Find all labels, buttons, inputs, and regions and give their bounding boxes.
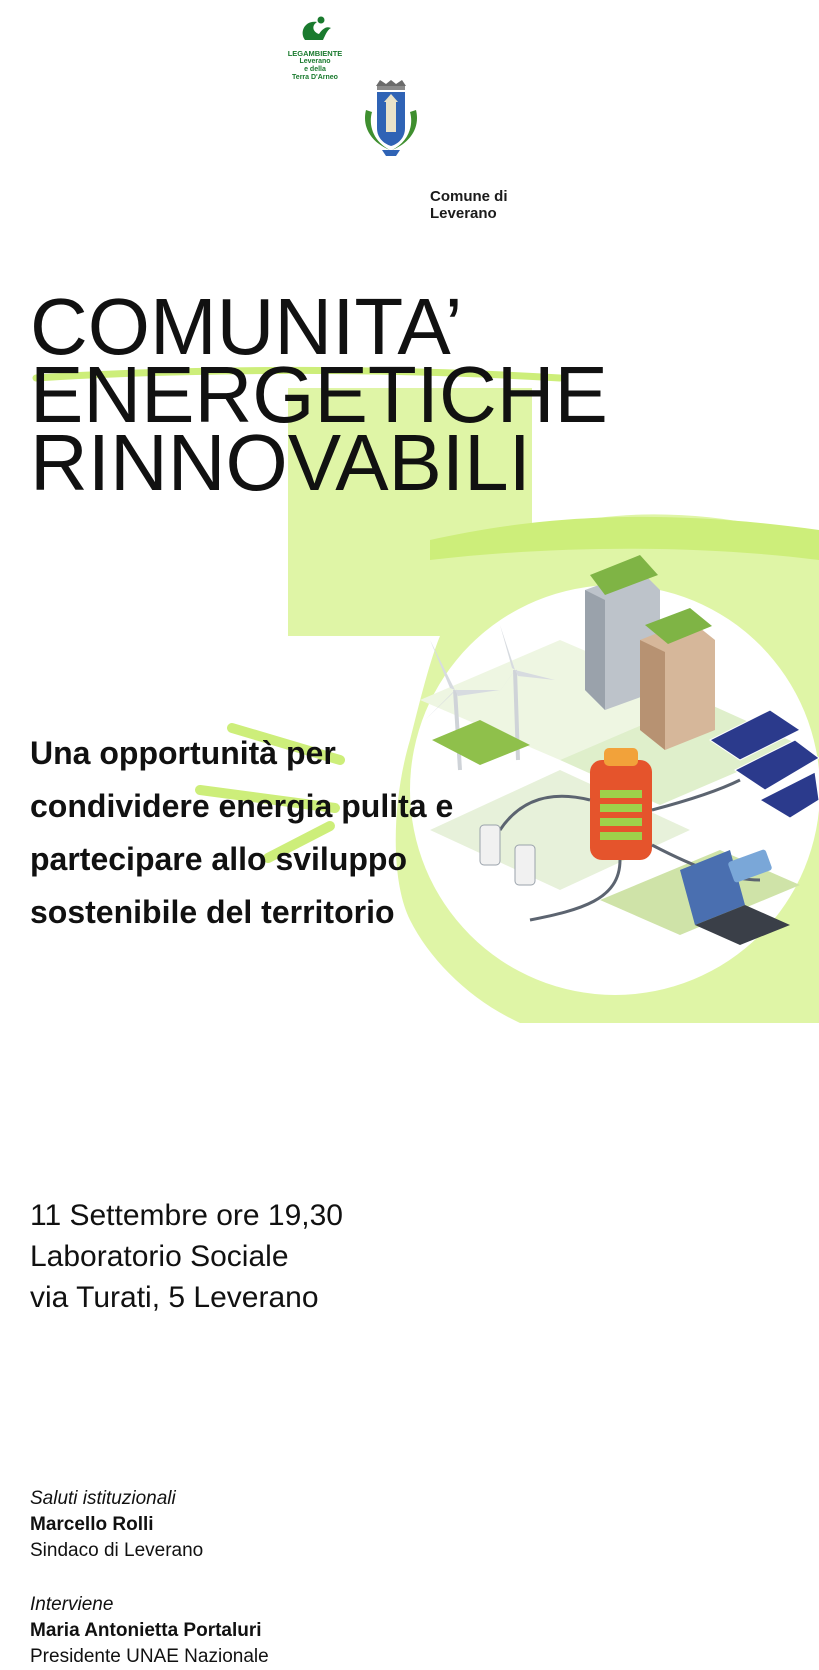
title-line-1: COMUNITA’ [30, 282, 463, 371]
page-title [30, 282, 819, 507]
speaker-title: Sindaco di Leverano [30, 1540, 204, 1561]
legambiente-branch-line2: e della [304, 66, 326, 73]
speaker-spacer [30, 1564, 819, 1592]
subtitle-line-1: Una opportunità per [30, 735, 336, 771]
speaker-name: Maria Antonietta Portaluri [30, 1620, 262, 1641]
legambiente-swan-icon [297, 14, 333, 48]
speaker-role-heading: Interviene [30, 1594, 114, 1615]
speaker-title: Presidente UNAE Nazionale [30, 1646, 269, 1667]
comune-line1: Comune di [430, 188, 508, 205]
comune-logo-text [430, 188, 819, 222]
speaker-name: Marcello Rolli [30, 1514, 154, 1535]
event-date: 11 Settembre ore 19,30 [30, 1199, 343, 1232]
subtitle-line-2: condividere energia pulita e [30, 788, 454, 824]
legambiente-branch-line3: Terra D'Arneo [292, 74, 338, 81]
title-line-2: ENERGETICHE [30, 350, 608, 439]
legambiente-logo [280, 14, 350, 82]
speaker-role-heading: Saluti istituzionali [30, 1488, 176, 1509]
title-line-3: RINNOVABILI [30, 418, 531, 507]
legambiente-branch-line1: Leverano [299, 58, 331, 65]
comune-crest-icon [360, 80, 422, 158]
event-venue: Laboratorio Sociale [30, 1240, 289, 1273]
subtitle-line-3: partecipare allo sviluppo [30, 841, 407, 877]
comune-line2: Leverano [430, 205, 497, 222]
event-details [30, 1195, 819, 1318]
subtitle [30, 727, 590, 939]
event-address: via Turati, 5 Leverano [30, 1281, 319, 1314]
speakers-section [30, 1486, 819, 1670]
subtitle-line-4: sostenibile del territorio [30, 894, 395, 930]
legambiente-name: LEGAMBIENTE [287, 49, 343, 58]
